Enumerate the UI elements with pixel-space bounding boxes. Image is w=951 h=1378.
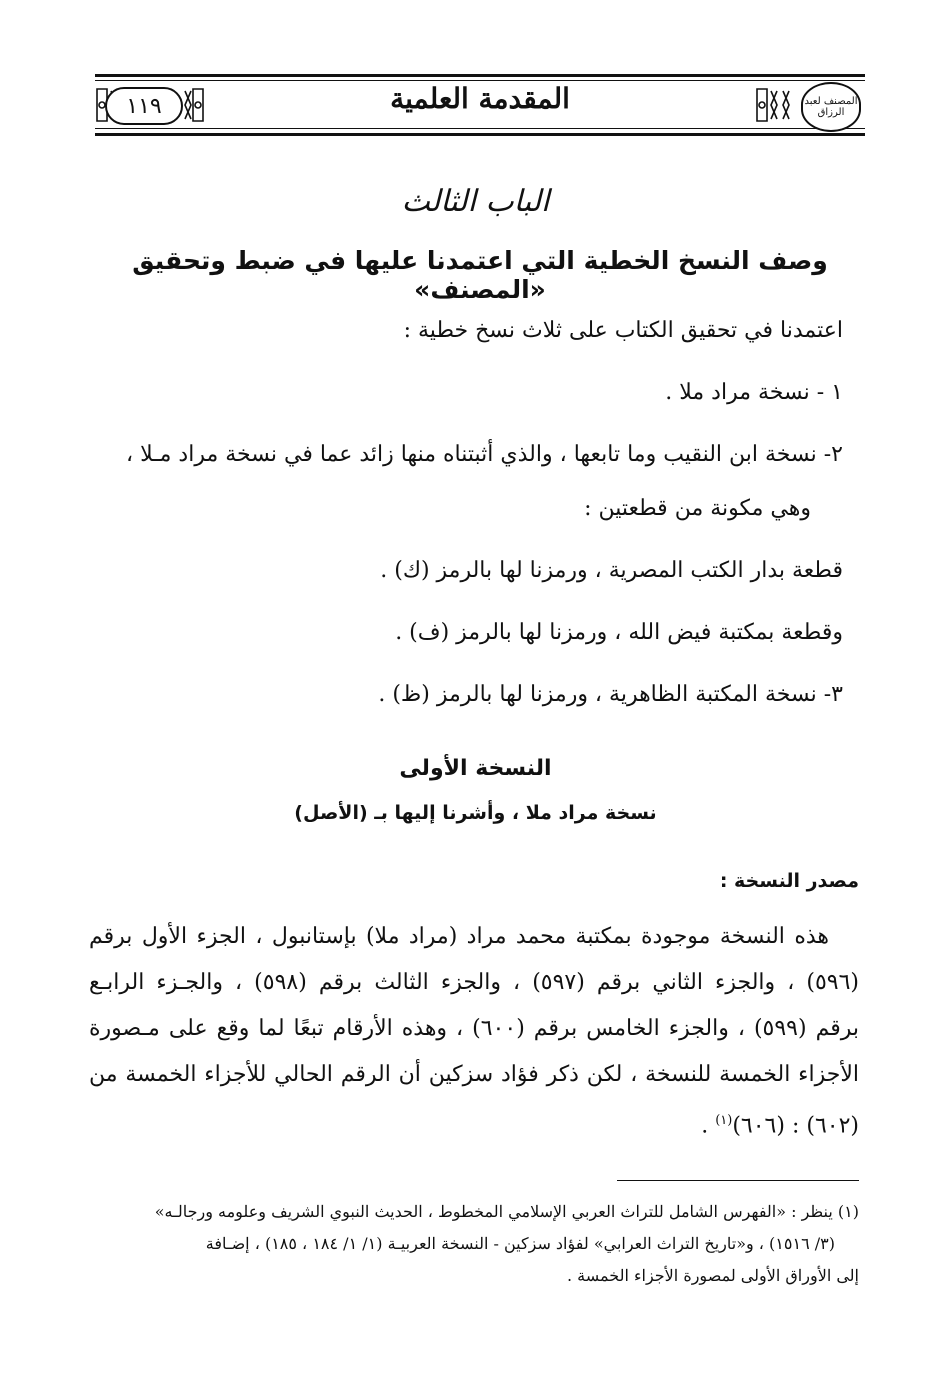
paragraph-line: الأجزاء الخمسة للنسخة ، لكن ذكر فؤاد سزكين أن الرقم الحالي للأجزاء الخمسة من bbox=[89, 1062, 859, 1087]
header-top-rule-thin bbox=[95, 80, 865, 81]
header-top-rule bbox=[95, 74, 865, 77]
footnote-line: إلى الأوراق الأولى لمصورة الأجزاء الخمسة . bbox=[566, 1266, 859, 1285]
paragraph-line: برقم (٥٩٩) ، والجزء الخامس برقم (٦٠٠) ، وهذه الأرقام تبعًا لما وقع على مـصورة bbox=[89, 1016, 860, 1041]
header-bottom-rule-thin bbox=[95, 128, 865, 129]
list-item-2: ٢- نسخة ابن النقيب وما تابعها ، والذي أثبتناه منها زائد عما في نسخة مراد مـلا ، bbox=[125, 442, 843, 467]
section-heading: وصف النسخ الخطية التي اعتمدنا عليها في ضبط وتحقيق «المصنف» bbox=[132, 246, 828, 304]
source-label: مصدر النسخة : bbox=[719, 870, 859, 892]
chapter-title: الباب الثالث bbox=[401, 184, 550, 219]
list-item-2-continuation: وهي مكونة من قطعتين : bbox=[584, 496, 811, 521]
paragraph-line: هذه النسخة موجودة بمكتبة محمد مراد (مراد ملا) بإستانبول ، الجزء الأول برقم bbox=[89, 924, 829, 949]
header-bottom-rule bbox=[95, 133, 865, 136]
part-k-line: قطعة بدار الكتب المصرية ، ورمزنا لها بالرمز (ك) . bbox=[380, 558, 843, 583]
running-header bbox=[95, 70, 865, 142]
paragraph-line: (٥٩٦) ، والجزء الثاني برقم (٥٩٧) ، والجزء الثالث برقم (٥٩٨) ، والجـزء الرابـع bbox=[89, 970, 859, 995]
footnote-line: (٣/ ١٥١٦) ، و«تاريخ التراث العرابي» لفؤاد سزكين - النسخة العربيـة (١/ ١/ ١٨٤ ، ١٨٥) ، إضـافة bbox=[205, 1234, 835, 1253]
paragraph-line: (٦٠٢) : (٦٠٦) bbox=[732, 1113, 859, 1139]
first-copy-subheading: نسخة مراد ملا ، وأشرنا إليها بـ (الأصل) bbox=[294, 802, 657, 824]
paragraph-line-last: (٦٠٢) : (٦٠٦)$^{(١)}$ . bbox=[701, 1113, 859, 1139]
seal-text: المصنف لعبد الرزاق bbox=[804, 96, 858, 118]
intro-line: اعتمدنا في تحقيق الكتاب على ثلاث نسخ خطية : bbox=[403, 318, 843, 343]
footnote-ref: (١) bbox=[715, 1113, 733, 1128]
page-number: ١١٩ bbox=[105, 87, 183, 125]
footnote-separator bbox=[617, 1180, 859, 1181]
part-f-line: وقطعة بمكتبة فيض الله ، ورمزنا لها بالرمز (ف) . bbox=[395, 620, 843, 645]
running-title: المقدمة العلمية bbox=[390, 82, 570, 115]
first-copy-heading: النسخة الأولى bbox=[399, 756, 552, 781]
source-paragraph bbox=[89, 914, 859, 1149]
list-item-1: ١ - نسخة مراد ملا . bbox=[665, 380, 843, 405]
publisher-seal bbox=[801, 82, 861, 132]
list-item-3: ٣- نسخة المكتبة الظاهرية ، ورمزنا لها بالرمز (ظ) . bbox=[378, 682, 843, 707]
footnote-line: (١) ينظر : «الفهرس الشامل للتراث العربي الإسلامي المخطوط ، الحديث النبوي الشريف وعلومه ورجالـه» bbox=[154, 1202, 859, 1221]
footnote bbox=[89, 1196, 859, 1292]
